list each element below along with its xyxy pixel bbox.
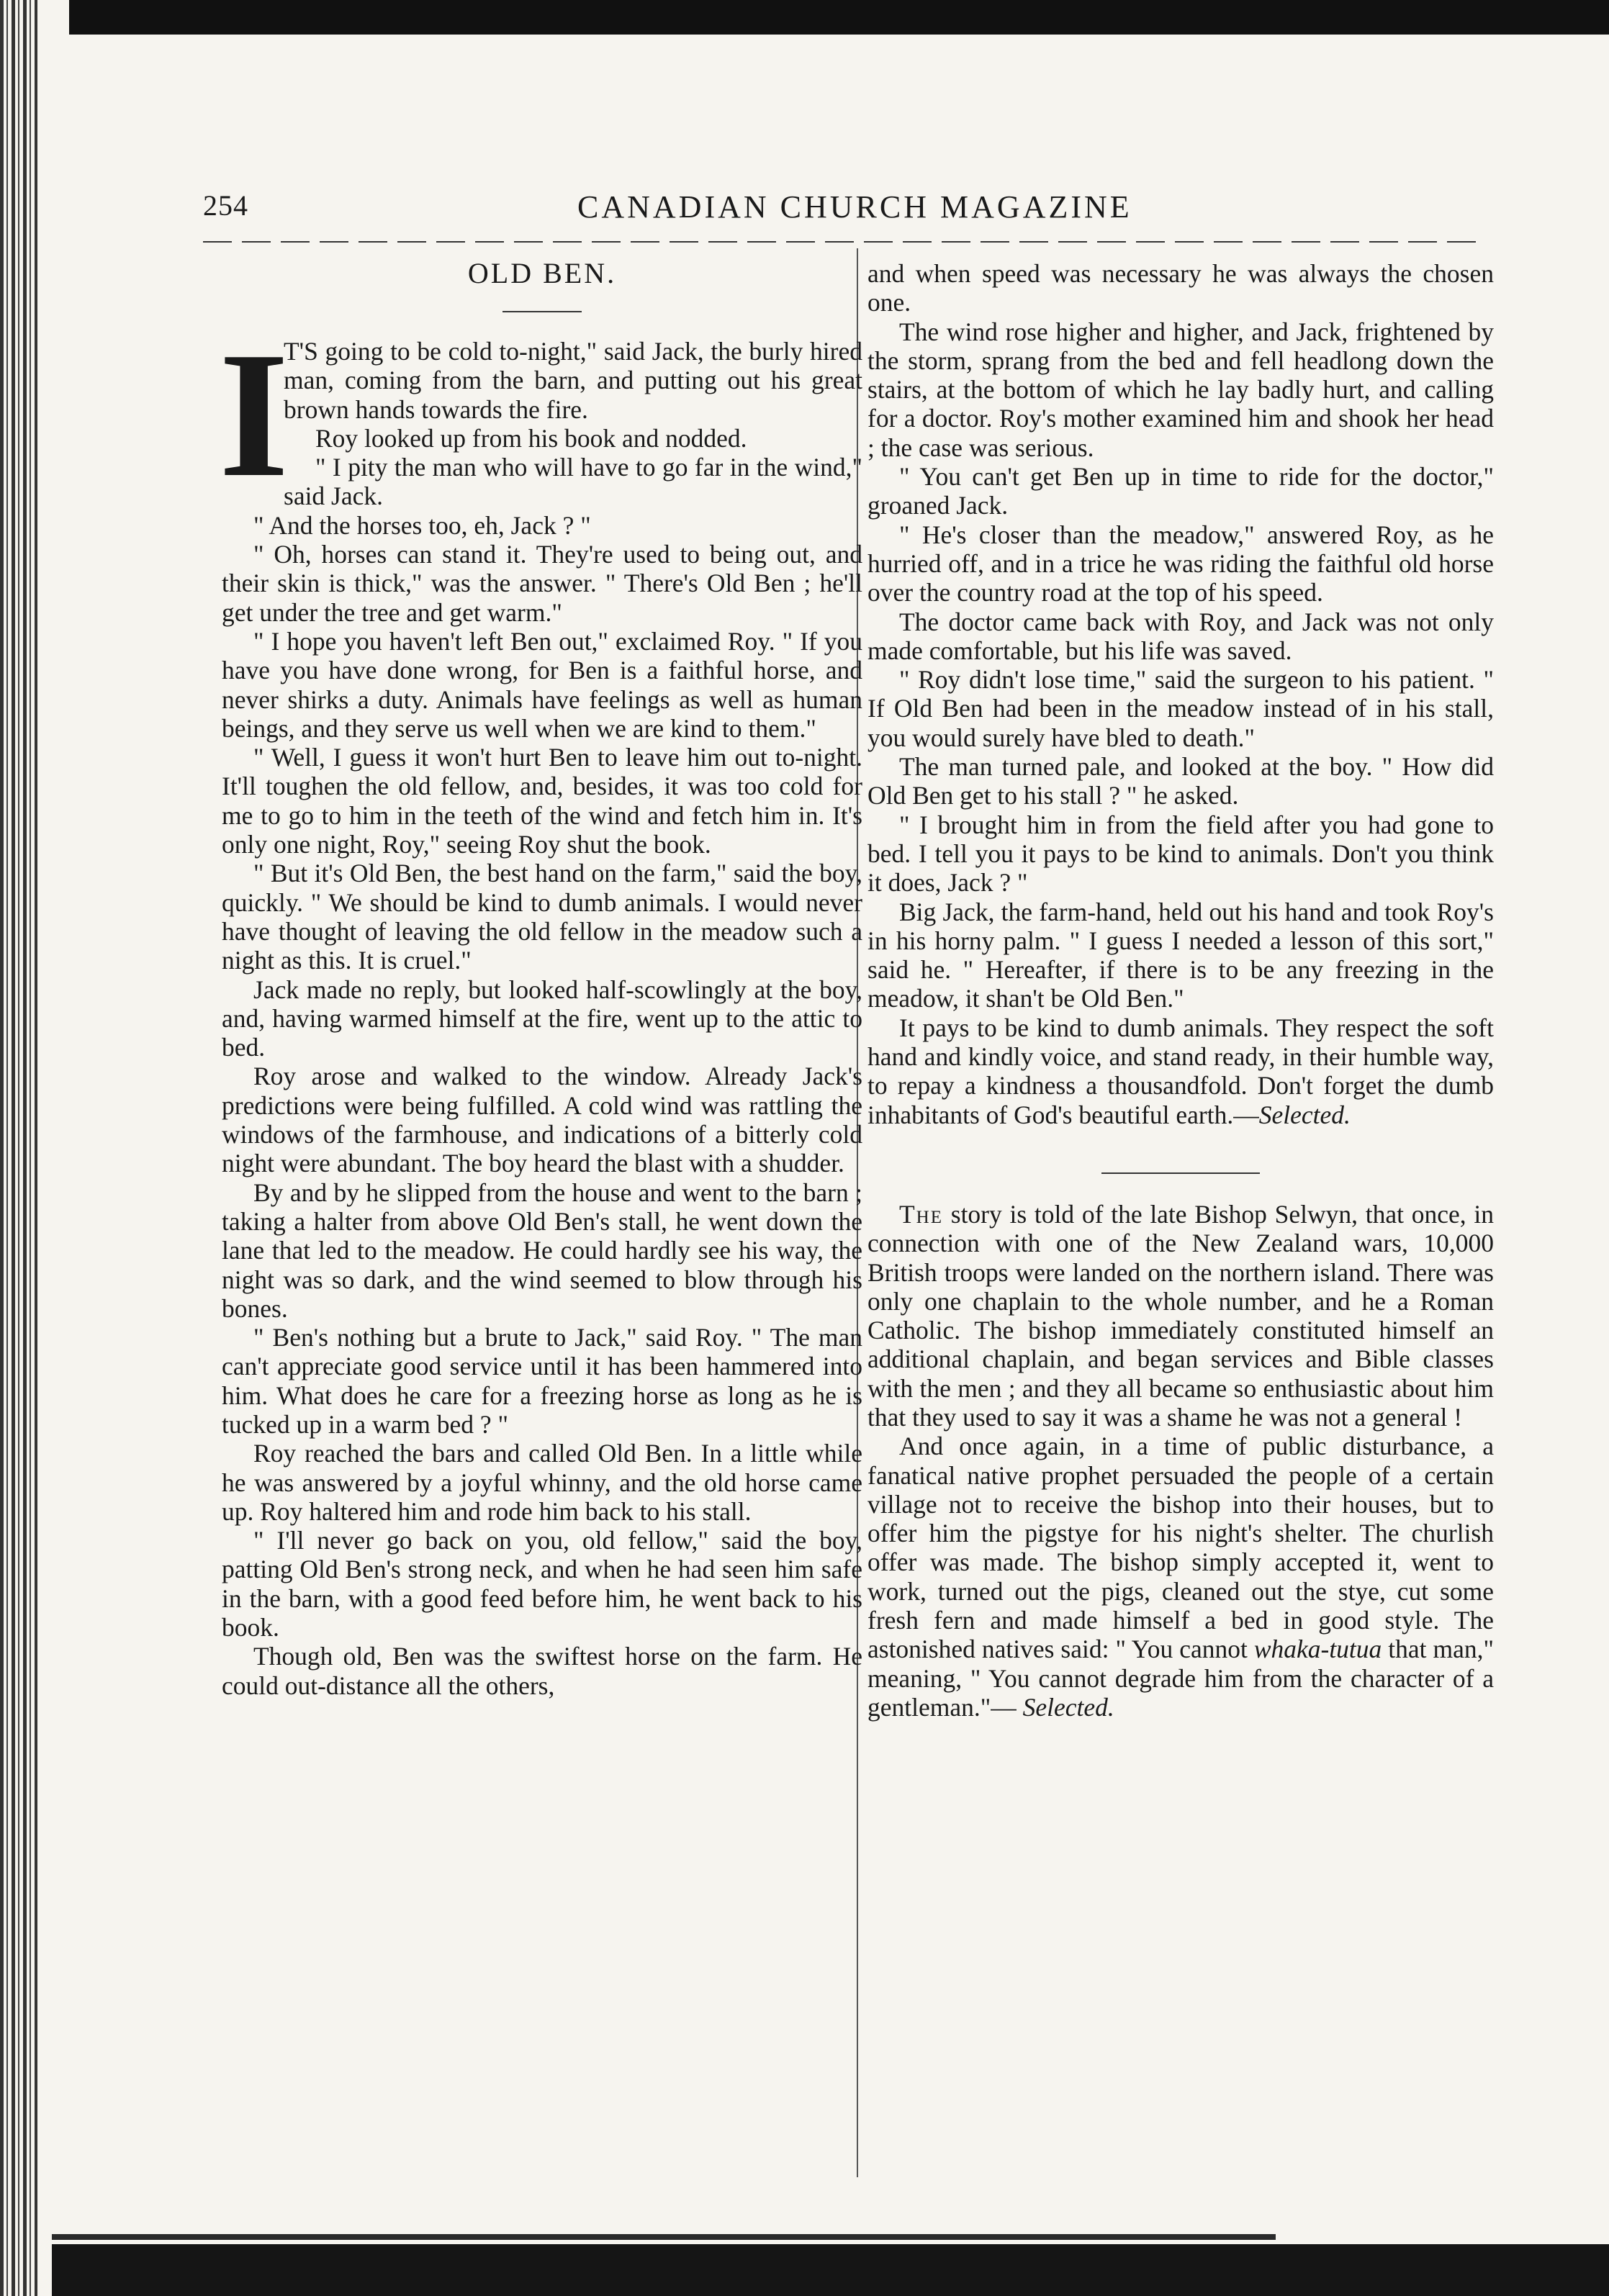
paragraph: Jack made no reply, but looked half-scowlingly at the boy, and, having warmed himself at the fire, went up to the attic to bed. bbox=[222, 975, 862, 1062]
anecdote-text: that man," meaning, " You cannot degrade him from the character of a gentleman."— bbox=[867, 1635, 1494, 1722]
paragraph: " I'll never go back on you, old fellow," said the boy, patting Old Ben's strong neck, and when he had seen him safe in the barn, with a good feed before him, he went back to his book. bbox=[222, 1526, 862, 1642]
page-header bbox=[203, 189, 1484, 232]
paragraph: " Roy didn't lose time," said the surgeon to his patient. " If Old Ben had been in the meadow instead of in his stall, you would surely have bled to death." bbox=[867, 665, 1494, 752]
left-column bbox=[219, 257, 862, 1700]
article-title: OLD BEN. bbox=[467, 257, 617, 289]
paragraph: The wind rose higher and higher, and Jack, frightened by the storm, sprang from the bed and fell headlong down the stairs, at the bottom of which he lay badly hurt, and calling for a doctor. Roy's mother examined him and shook her head ; the case was serious. bbox=[867, 317, 1494, 462]
paragraph: Roy looked up from his book and nodded. bbox=[315, 423, 747, 453]
closing-paragraph bbox=[867, 1013, 1494, 1129]
anecdote-paragraph bbox=[867, 1200, 1494, 1432]
paragraph: " Ben's nothing but a brute to Jack," said Roy. " The man can't appreciate good service until it has been hammered into him. What does he care for a freezing horse as long as he is tucked up in a warm bed ? " bbox=[222, 1323, 862, 1439]
anecdote-text: story is told of the late Bishop Selwyn, that once, in connection with one of the New Zealand wars, 10,000 British troops were landed on the northern island. There was only one chaplain to the whole number, and he a Roman Catholic. The bishop immediately constituted himself an additional chaplain, and began services and Bible classes with the men ; and they all became so enthusiastic about him that they used to say it was a shame he was not a general ! bbox=[867, 1199, 1494, 1432]
bottom-scan-border bbox=[52, 2244, 1609, 2296]
lead-word: The bbox=[899, 1199, 944, 1229]
first-paragraph-text: T'S going to be cold to-night," said Jack, the burly hired man, coming from the barn, and putting out his great brown hands towards the fire. bbox=[284, 337, 862, 424]
paragraph: The man turned pale, and looked at the boy. " How did Old Ben get to his stall ? " he asked. bbox=[867, 752, 1494, 810]
paragraph: Roy arose and walked to the window. Already Jack's predictions were being fulfilled. A cold wind was rattling the windows of the farmhouse, and indications of a bitterly cold night were abundant. The boy heard the blast with a shudder. bbox=[222, 1062, 862, 1178]
paragraph: " I brought him in from the field after you had gone to bed. I tell you it pays to be kind to animals. Don't you think it does, Jack ? " bbox=[867, 810, 1494, 898]
paragraph: " Oh, horses can stand it. They're used to being out, and their skin is thick," was the answer. " There's Old Ben ; he'll get under the tree and get warm." bbox=[222, 540, 862, 627]
closing-text: It pays to be kind to dumb animals. They respect the soft hand and kindly voice, and stand ready, in their humble way, to repay a kindness a thousandfold. Don't forget the dumb inhabitants of God's beautiful earth.— bbox=[867, 1013, 1494, 1129]
running-title: CANADIAN CHURCH MAGAZINE bbox=[577, 189, 1132, 225]
section-break bbox=[1101, 1172, 1260, 1174]
page-number: 254 bbox=[203, 189, 248, 222]
drop-cap: I bbox=[219, 315, 289, 515]
article-signoff: Selected. bbox=[1022, 1692, 1114, 1722]
paragraph: By and by he slipped from the house and went to the barn ; taking a halter from above Old Ben's stall, he went down the lane that led to the meadow. He could hardly see his way, the night was so dark, and the wind seemed to blow through his bones. bbox=[222, 1178, 862, 1323]
top-scan-border bbox=[69, 0, 1609, 35]
paragraph: " I hope you haven't left Ben out," exclaimed Roy. " If you have you have done wrong, for Ben is a faithful horse, and never shirks a duty. Animals have feelings as well as human beings, and they serve us well when we are kind to them." bbox=[222, 626, 862, 743]
title-rule bbox=[502, 311, 582, 312]
paragraph: " Well, I guess it won't hurt Ben to leave him out to-night. It'll toughen the old fellow, and, besides, it was too cold for me to go to him in the teeth of the wind and fetch him in. It's only one night, Roy," seeing Roy shut the book. bbox=[222, 743, 862, 859]
header-rule bbox=[203, 241, 1484, 243]
paragraph: Roy reached the bars and called Old Ben. In a little while he was answered by a joyful whinny, and the old horse came up. Roy haltered him and rode him back to his stall. bbox=[222, 1439, 862, 1526]
anecdote-text: And once again, in a time of public disturbance, a fanatical native prophet persuaded the people of a certain village not to receive the bishop into their houses, but to offer him the pigstye for his night's shelter. The churlish offer was made. The bishop simply accepted it, went to work, turned out the pigs, cleaned out the stye, cut some fresh fern and made himself a bed in good style. The astonished natives said: " You cannot bbox=[867, 1432, 1494, 1664]
paragraph: The doctor came back with Roy, and Jack was not only made comfortable, but his life was saved. bbox=[867, 607, 1494, 665]
paragraph: Though old, Ben was the swiftest horse on the farm. He could out-distance all the others, bbox=[222, 1642, 862, 1700]
paragraph: " You can't get Ben up in time to ride for the doctor," groaned Jack. bbox=[867, 462, 1494, 520]
article-signoff: Selected. bbox=[1258, 1100, 1351, 1129]
maori-phrase: whaka-tutua bbox=[1253, 1635, 1382, 1664]
right-column bbox=[867, 259, 1494, 1722]
paragraph: and when speed was necessary he was always the chosen one. bbox=[867, 259, 1494, 317]
paragraph: Big Jack, the farm-hand, held out his hand and took Roy's in his horny palm. " I guess I needed a lesson of this sort," said he. " Hereafter, if there is to be any freezing in the meadow, it shan't be Old Ben." bbox=[867, 897, 1494, 1013]
anecdote-paragraph bbox=[867, 1432, 1494, 1722]
paragraph: " And the horses too, eh, Jack ? " bbox=[253, 510, 591, 540]
paragraph: " He's closer than the meadow," answered Roy, as he hurried off, and in a trice he was riding the faithful old horse over the country road at the top of his speed. bbox=[867, 520, 1494, 607]
left-scan-edge bbox=[0, 0, 37, 2296]
paragraph: " I pity the man who will have to go far in the wind," said Jack. bbox=[284, 453, 862, 511]
paragraph: " But it's Old Ben, the best hand on the farm," said the boy, quickly. " We should be kind to dumb animals. I would never have thought of leaving the old fellow in the meadow such a night as this. It is cruel." bbox=[222, 859, 862, 975]
